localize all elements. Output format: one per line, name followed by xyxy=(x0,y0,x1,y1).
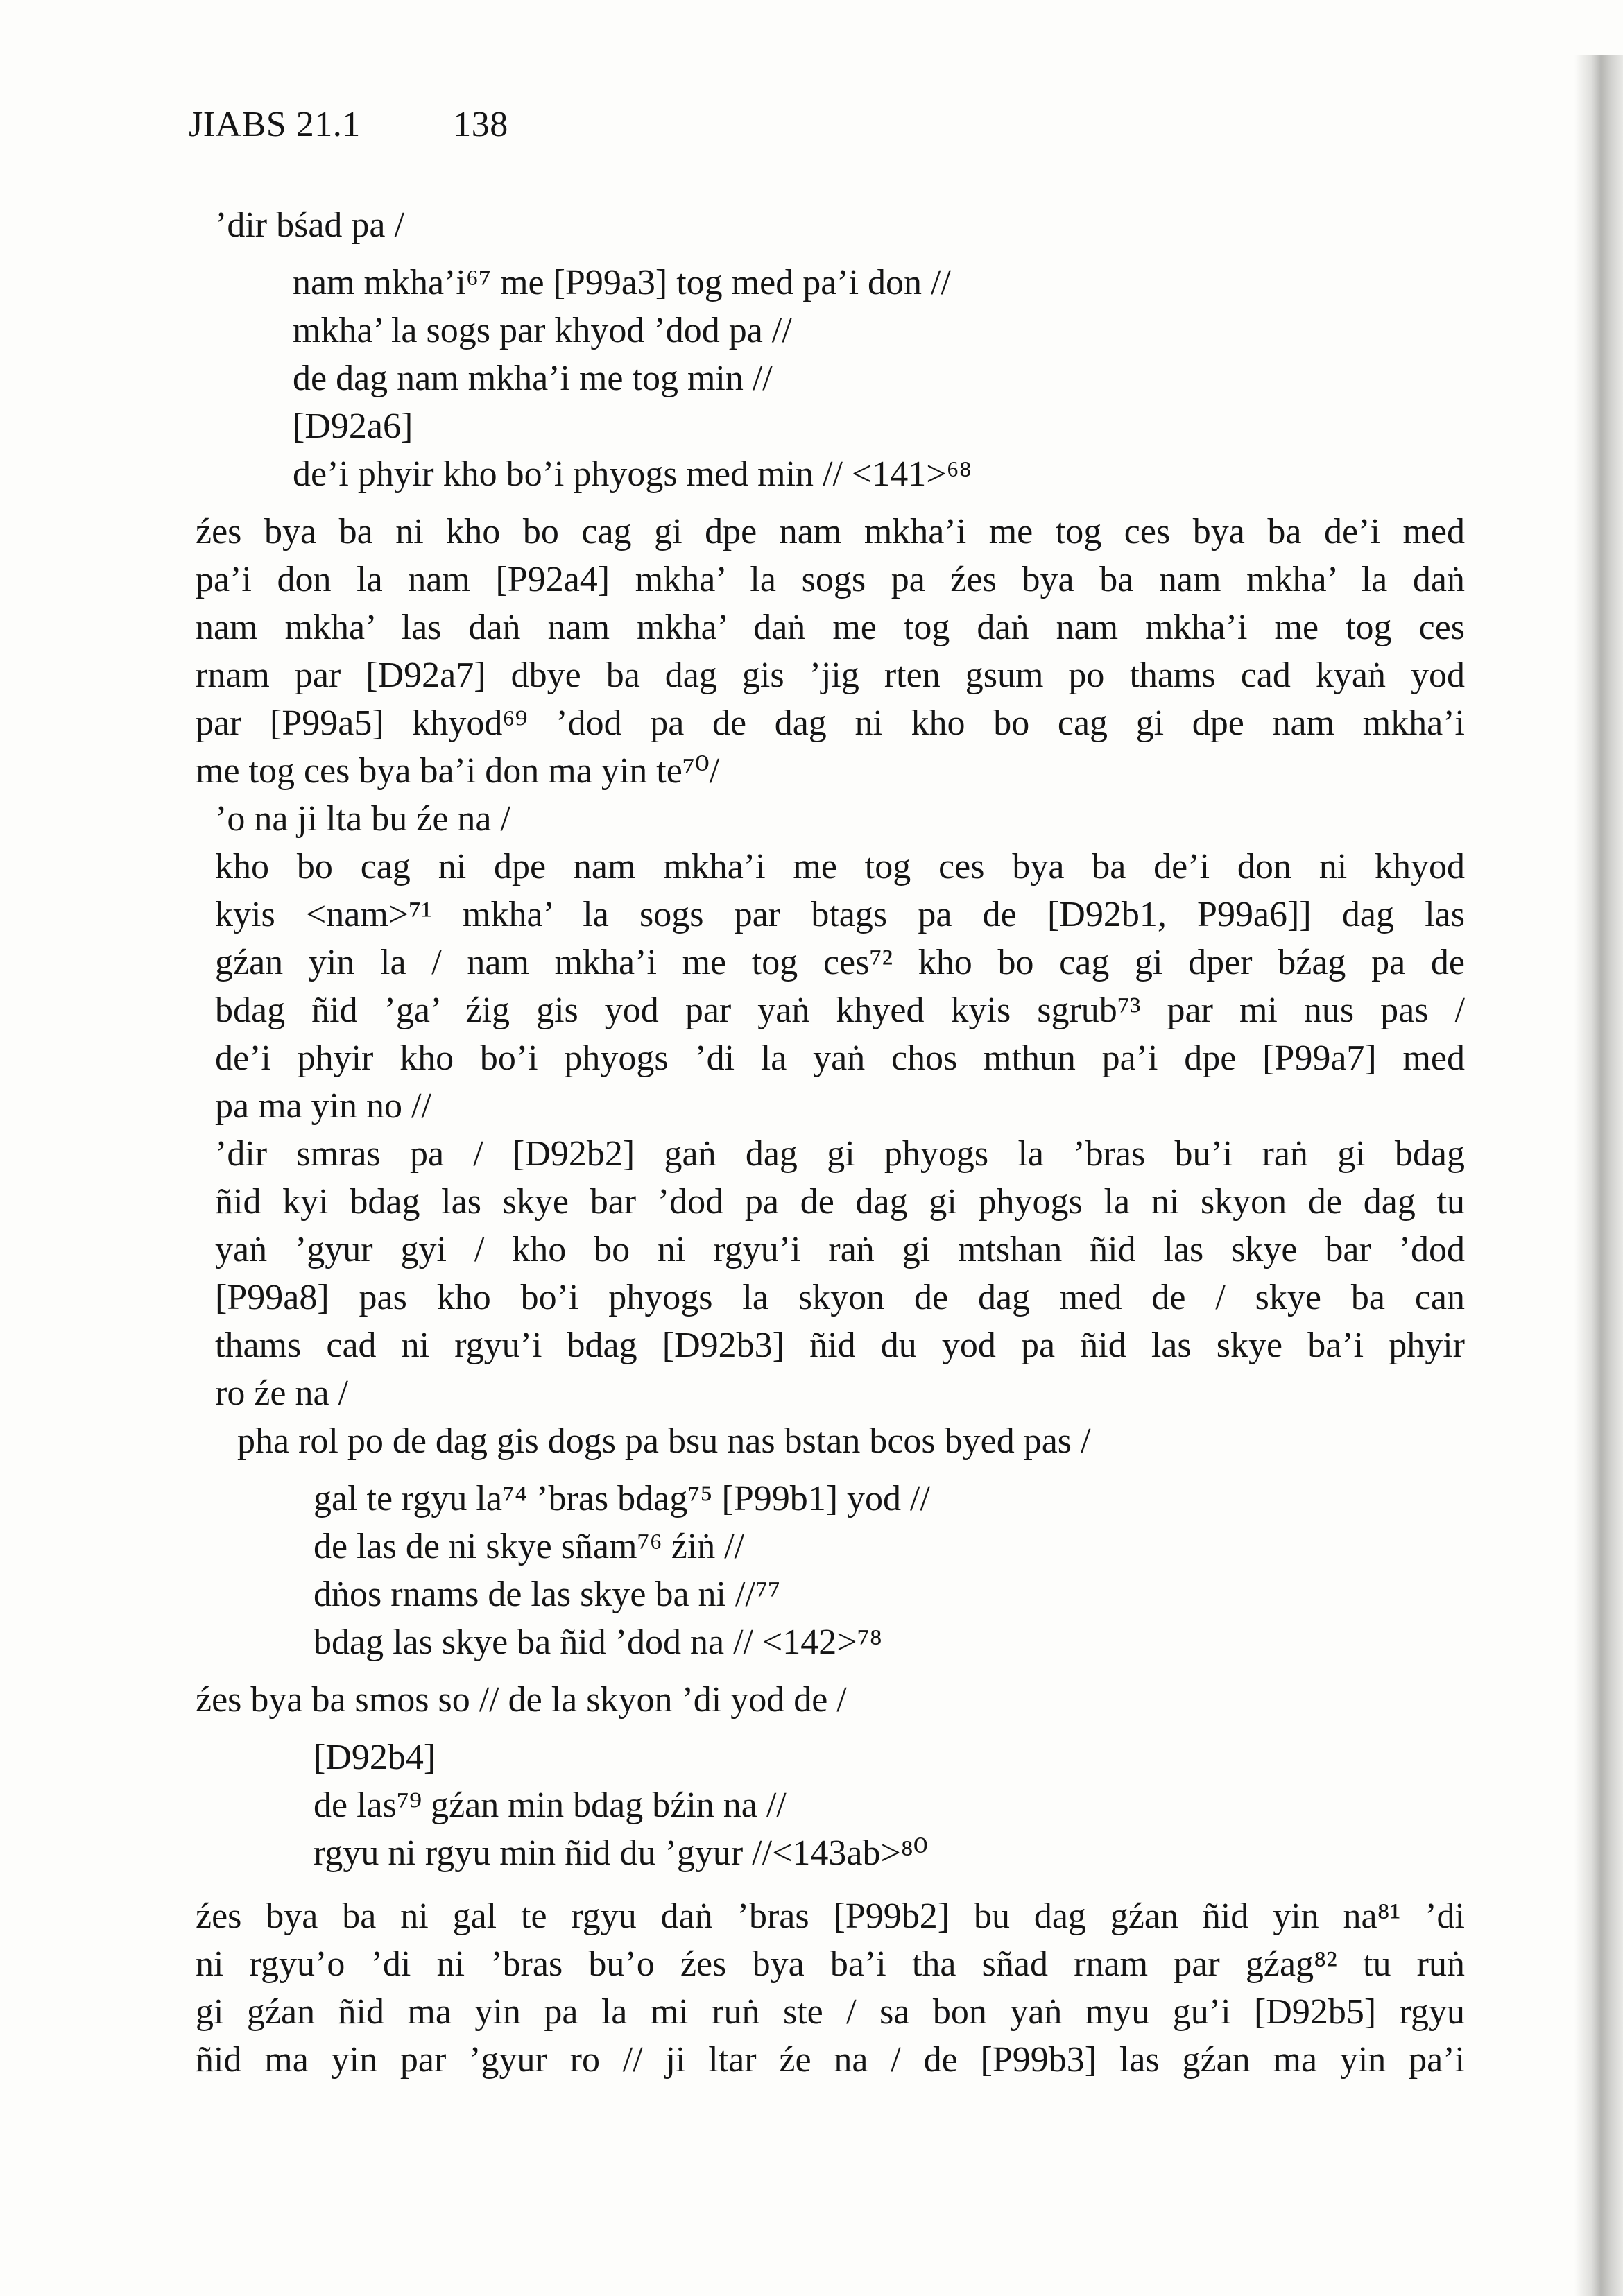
verse-line: de dag nam mkha’i me tog min // xyxy=(293,359,773,398)
verse-line: gal te rgyu la⁷⁴ ’bras bdag⁷⁵ [P99b1] yod // xyxy=(314,1479,930,1518)
question-line xyxy=(196,795,1465,843)
text-line: de’i phyir kho bo’i phyogs ’di la yaṅ chos mthun pa’i dpe [P99a7] med xyxy=(215,1038,1465,1078)
verse-line: de las de ni skye sñam⁷⁶ źiṅ // xyxy=(314,1527,745,1566)
verse-line: [D92b4] xyxy=(314,1738,436,1777)
text-line: me tog ces bya ba’i don ma yin te⁷⁰/ xyxy=(196,751,720,791)
commentary-paragraph xyxy=(196,1892,1465,2084)
verse-line: nam mkha’i⁶⁷ me [P99a3] tog med pa’i don // xyxy=(293,263,951,302)
main-text xyxy=(196,201,1465,2084)
text-line: gźan yin la / nam mkha’i me tog ces⁷² kho bo cag gi dper bźag pa de xyxy=(215,943,1465,982)
running-header xyxy=(189,104,508,145)
text-line: kyis <nam>⁷¹ mkha’ la sogs par btags pa de [D92b1, P99a6]] dag las xyxy=(215,895,1465,934)
verse-line: mkha’ la sogs par khyod ’dod pa // xyxy=(293,311,792,350)
text-line: źes bya ba smos so // de la skyon ’di yod de / xyxy=(196,1680,847,1720)
text-line: pa’i don la nam [P92a4] mkha’ la sogs pa źes bya ba nam mkha’ la daṅ xyxy=(196,560,1465,599)
text-line: pha rol po de dag gis dogs pa bsu nas bstan bcos byed pas / xyxy=(237,1421,1091,1461)
verse-line: dṅos rnams de las skye ba ni //⁷⁷ xyxy=(314,1575,781,1614)
text-line: bdag ñid ’ga’ źig gis yod par yaṅ khyed kyis sgrub⁷³ par mi nus pas / xyxy=(215,991,1465,1030)
text-line: ro źe na / xyxy=(215,1373,349,1413)
text-line: gi gźan ñid ma yin pa la mi ruṅ ste / sa bon yaṅ myu gu’i [D92b5] rgyu xyxy=(196,1992,1465,2032)
commentary-paragraph xyxy=(196,1130,1465,1417)
verse-line: de las⁷⁹ gźan min bdag bźin na // xyxy=(314,1785,787,1825)
text-line: ñid kyi bdag las skye bar ’dod pa de dag gi phyogs la ni skyon de dag tu xyxy=(215,1182,1465,1222)
text-line: ’dir bśad pa / xyxy=(215,205,404,245)
verse-143 xyxy=(196,1733,1465,1877)
verse-line: de’i phyir kho bo’i phyogs med min // <141>⁶⁸ xyxy=(293,454,972,494)
text-line: pa ma yin no // xyxy=(215,1086,431,1126)
journal-title: JIABS 21.1 xyxy=(189,105,361,144)
section-intro xyxy=(196,201,1465,249)
commentary-paragraph xyxy=(196,843,1465,1130)
text-line: thams cad ni rgyu’i bdag [D92b3] ñid du yod pa ñid las skye ba’i phyir xyxy=(215,1326,1465,1365)
verse-line: [D92a6] xyxy=(293,406,413,446)
text-line: ’o na ji lta bu źe na / xyxy=(215,799,510,839)
commentary-line xyxy=(196,1676,1465,1724)
text-line: ’dir smras pa / [D92b2] gaṅ dag gi phyogs la ’bras bu’i raṅ gi bdag xyxy=(215,1134,1465,1174)
text-line: źes bya ba ni kho bo cag gi dpe nam mkha’i me tog ces bya ba de’i med xyxy=(196,512,1465,551)
verse-line: bdag las skye ba ñid ’dod na // <142>⁷⁸ xyxy=(314,1622,882,1662)
text-line: par [P99a5] khyod⁶⁹ ’dod pa de dag ni kho bo cag gi dpe nam mkha’i xyxy=(196,703,1465,743)
text-line: yaṅ ’gyur gyi / kho bo ni rgyu’i raṅ gi mtshan ñid las skye bar ’dod xyxy=(215,1230,1465,1269)
scan-edge-shadow xyxy=(1574,55,1623,2296)
text-line: kho bo cag ni dpe nam mkha’i me tog ces bya ba de’i don ni khyod xyxy=(215,847,1465,886)
text-line: ñid ma yin par ’gyur ro // ji ltar źe na / de [P99b3] las gźan ma yin pa’i xyxy=(196,2040,1465,2080)
verse-line: rgyu ni rgyu min ñid du ’gyur //<143ab>⁸⁰ xyxy=(314,1833,928,1873)
commentary-paragraph xyxy=(196,508,1465,795)
text-line: źes bya ba ni gal te rgyu daṅ ’bras [P99b2] bu dag gźan ñid yin na⁸¹ ’di xyxy=(196,1896,1465,1936)
page-number: 138 xyxy=(453,105,508,144)
introductory-line xyxy=(196,1417,1465,1465)
text-line: ni rgyu’o ’di ni ’bras bu’o źes bya ba’i tha sñad rnam par gźag⁸² tu ruṅ xyxy=(196,1944,1465,1984)
verse-142 xyxy=(196,1475,1465,1666)
verse-141 xyxy=(196,259,1465,498)
text-line: [P99a8] pas kho bo’i phyogs la skyon de dag med de / skye ba can xyxy=(215,1278,1465,1317)
text-line: nam mkha’ las daṅ nam mkha’ daṅ me tog daṅ nam mkha’i me tog ces xyxy=(196,608,1465,647)
text-line: rnam par [D92a7] dbye ba dag gis ’jig rten gsum po thams cad kyaṅ yod xyxy=(196,656,1465,695)
